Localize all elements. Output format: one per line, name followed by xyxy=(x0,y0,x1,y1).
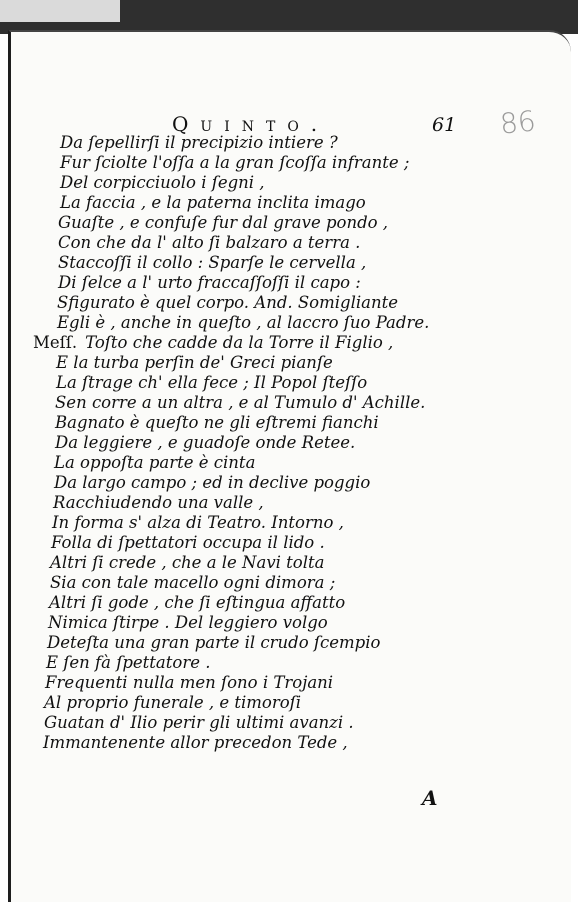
pencil-page-number: 86 xyxy=(498,104,538,141)
verse-line: Nimica ſtirpe . Del leggiero volgo xyxy=(48,613,328,632)
verse-line: Al proprio funerale , e timoroſi xyxy=(44,693,302,712)
verse-line: Guaſte , e confuſe fur dal grave pondo , xyxy=(58,213,389,232)
verse-line: Con che da l' alto ſi balzaro a terra . xyxy=(58,233,361,252)
verse-line: Staccoſſi il collo : Sparſe le cervella , xyxy=(58,253,367,272)
verse-line: Da largo campo ; ed in declive poggio xyxy=(54,473,371,492)
verse-line: Da leggiere , e guadoſe onde Retee. xyxy=(55,433,356,452)
verse-line: Di ſelce a l' urto fraccaſſoſſi il capo : xyxy=(58,273,361,292)
page-number: 61 xyxy=(432,114,457,136)
verse-line: Bagnato è queſto ne gli eſtremi fianchi xyxy=(55,413,379,432)
catchword: A xyxy=(422,786,438,810)
verse-line: La faccia , e la paterna inclita imago xyxy=(60,193,366,212)
verse-line: Racchiudendo una valle , xyxy=(53,493,264,512)
verse-line: Folla di ſpettatori occupa il lido . xyxy=(51,533,325,552)
verse-line: Deteſta una gran parte il crudo ſcempio xyxy=(47,633,381,652)
verse-line: Immantenente allor precedon Tede , xyxy=(43,733,348,752)
verse-line: Frequenti nulla men ſono i Trojani xyxy=(45,673,334,692)
verse-line: In forma s' alza di Teatro. Intorno , xyxy=(52,513,344,532)
verse-line: Altri ſi gode , che ſi eſtingua affatto xyxy=(49,593,346,612)
verse-line: E la turba perſin de' Greci pianſe xyxy=(56,353,333,372)
speaker-label: Meſſ. xyxy=(33,333,78,352)
verse-line: Fur ſciolte l'oſſa a la gran ſcoſſa infrante ; xyxy=(60,153,410,172)
verse-line: Meſſ. Toſto che cadde da la Torre il Figlio , xyxy=(33,333,394,352)
verse-line: Da ſepellirſi il precipizio intiere ? xyxy=(60,133,338,152)
verse-line: Del corpicciuolo i ſegni , xyxy=(60,173,265,192)
verse-line: Sia con tale macello ogni dimora ; xyxy=(50,573,336,592)
verse-line: Guatan d' Ilio perir gli ultimi avanzi . xyxy=(44,713,354,732)
verse-line: Egli è , anche in queſto , al laccro ſuo Padre. xyxy=(57,313,430,332)
scan-background-light xyxy=(0,0,120,22)
verse-line: La ſtrage ch' ella fece ; Il Popol ſteſſo xyxy=(56,373,368,392)
verse-line: La oppoſta parte è cinta xyxy=(54,453,256,472)
verse-line: E ſen fà ſpettatore . xyxy=(46,653,211,672)
verse-line: Sen corre a un altra , e al Tumulo d' Achille. xyxy=(55,393,426,412)
verse-line: Altri ſi crede , che a le Navi tolta xyxy=(50,553,325,572)
running-title: Quinto. xyxy=(172,112,330,136)
verse-line: Sfigurato è quel corpo. And. Somigliante xyxy=(57,293,399,312)
